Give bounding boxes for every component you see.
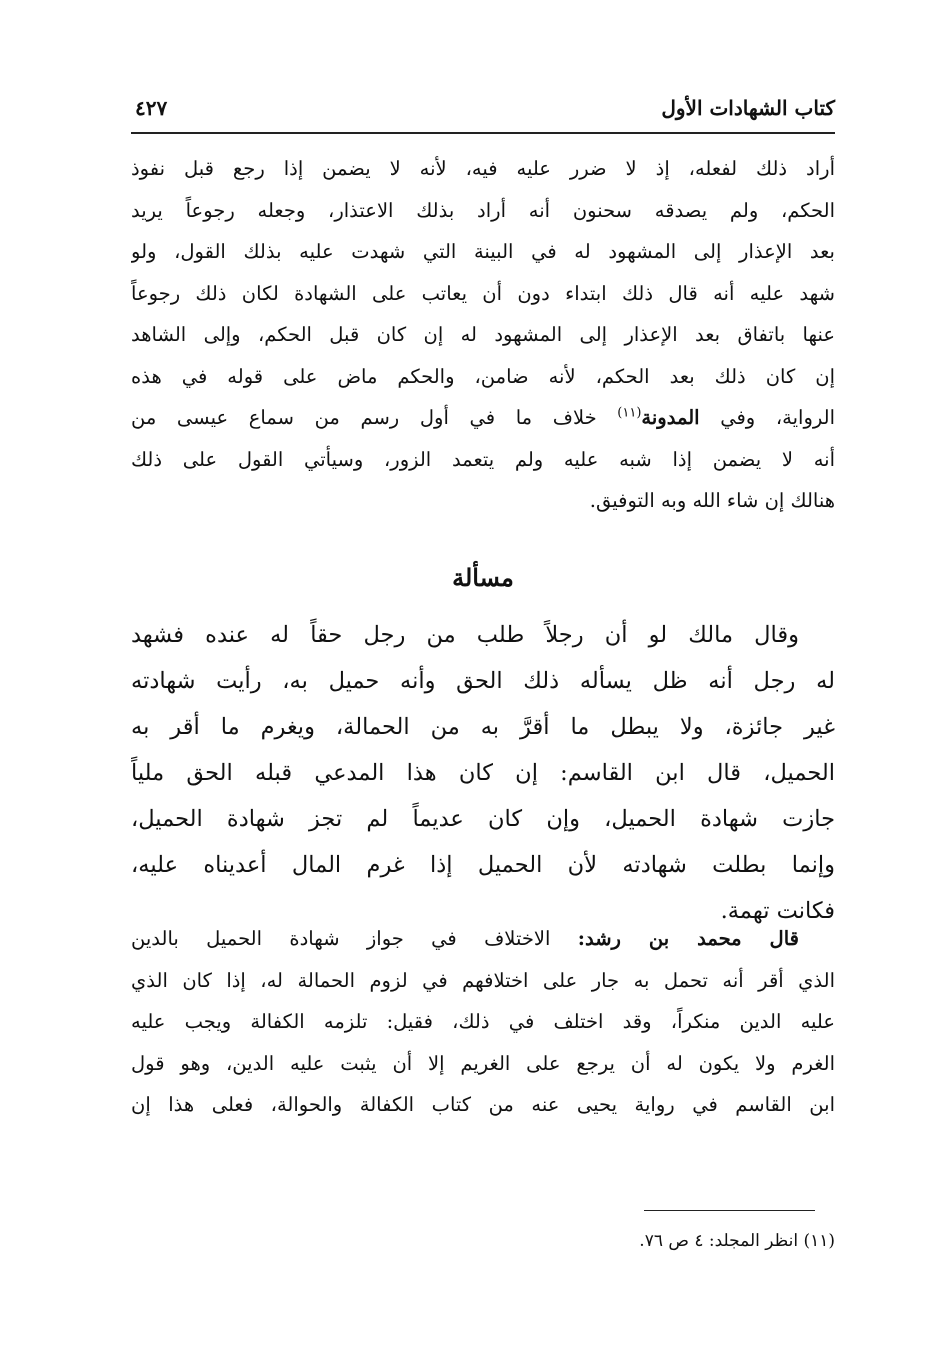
running-title: كتاب الشهادات الأول: [661, 96, 835, 120]
footnote-divider: [644, 1210, 815, 1211]
text-line: شهد عليه أنه قال ذلك ابتداء دون أن يعاتب على الشهادة لكان ذلك رجوعاً: [131, 281, 835, 305]
text-line: إن كان ذلك بعد الحكم، لأنه ضامن، والحكم ماض على قوله في هذه: [131, 364, 835, 388]
text-fragment: الرواية، وفي: [720, 406, 835, 429]
text-line: بعد الإعذار إلى المشهود له في البينة التي شهدت عليه بذلك القول، ولو: [131, 240, 835, 263]
text-line: الغرم ولا يكون له أن يرجع على الغريم إلا أن يثبت عليه الدين، وهو قول: [131, 1051, 835, 1075]
text-line: ابن القاسم في رواية يحيى عنه من كتاب الكفالة والحوالة، فعلى هذا إن: [131, 1093, 835, 1116]
text-fragment: الاختلاف في جواز شهادة الحميل بالدين: [131, 927, 578, 950]
text-fragment: خلاف ما في أول رسم من سماع عيسى من: [131, 406, 618, 429]
text-line: عليه الدين منكراً، وقد اختلف في ذلك، فقيل: تلزمه الكفالة ويجب عليه: [131, 1010, 835, 1033]
text-line: غير جائزة، ولا يبطل ما أقرَّ به من الحمالة، ويغرم ما أقر به: [131, 714, 835, 740]
text-line: له رجل أنه ظل يسأله ذلك الحق وأنه حميل به، رأيت شهادته: [131, 668, 835, 694]
text-line: فكانت تهمة.: [720, 898, 835, 924]
text-line: أراد ذلك لفعله، إذ لا ضرر عليه فيه، لأنه لا يضمن إذا رجع قبل نفوذ: [131, 157, 835, 180]
text-line: وإنما بطلت شهادته لأن الحميل إذا غرم المال أعديناه عليه،: [131, 852, 835, 878]
page-number: ٤٢٧: [135, 96, 168, 120]
page-header: [131, 92, 835, 134]
text-line: الذي أقر أنه تحمل به جار على اختلافهم في لزوم الحمالة له، إذا كان الذي: [131, 968, 835, 992]
footnote-marker: (١١): [617, 405, 642, 421]
paragraph-continuation: [131, 148, 835, 522]
text-line: الحكم، ولم يصدقه سحنون أنه أراد بذلك الاعتذار، وجعله رجوعاً يريد: [131, 198, 835, 222]
matn-paragraph: [131, 612, 835, 934]
text-line: هنالك إن شاء الله وبه التوفيق.: [589, 489, 835, 512]
text-line: [131, 397, 835, 439]
text-line: عنها باتفاق بعد الإعذار إلى المشهود له إن كان قبل الحكم، وإلى الشاهد: [131, 323, 835, 346]
footnote-text: (١١) انظر المجلد: ٤ ص ٧٦.: [639, 1231, 835, 1251]
text-line: [131, 918, 835, 960]
text-line: وقال مالك لو أن رجلاً طلب من رجل حقاً له عنده فشهد: [131, 622, 799, 648]
text-line: أنه لا يضمن إذا شبه عليه ولم يتعمد الزور، وسيأتي القول على ذلك: [131, 447, 835, 471]
commentary-paragraph: [131, 918, 835, 1126]
commentator-label: قال محمد بن رشد:: [577, 927, 799, 950]
bold-term-mudawwana: المدونة: [641, 406, 700, 429]
text-line: الحميل، قال ابن القاسم: إن كان هذا المدعي قبله الحق ملياً: [131, 760, 835, 786]
section-heading: مسألة: [452, 563, 514, 592]
text-line: جازت شهادة الحميل، وإن كان عديماً لم تجز شهادة الحميل،: [131, 806, 835, 832]
